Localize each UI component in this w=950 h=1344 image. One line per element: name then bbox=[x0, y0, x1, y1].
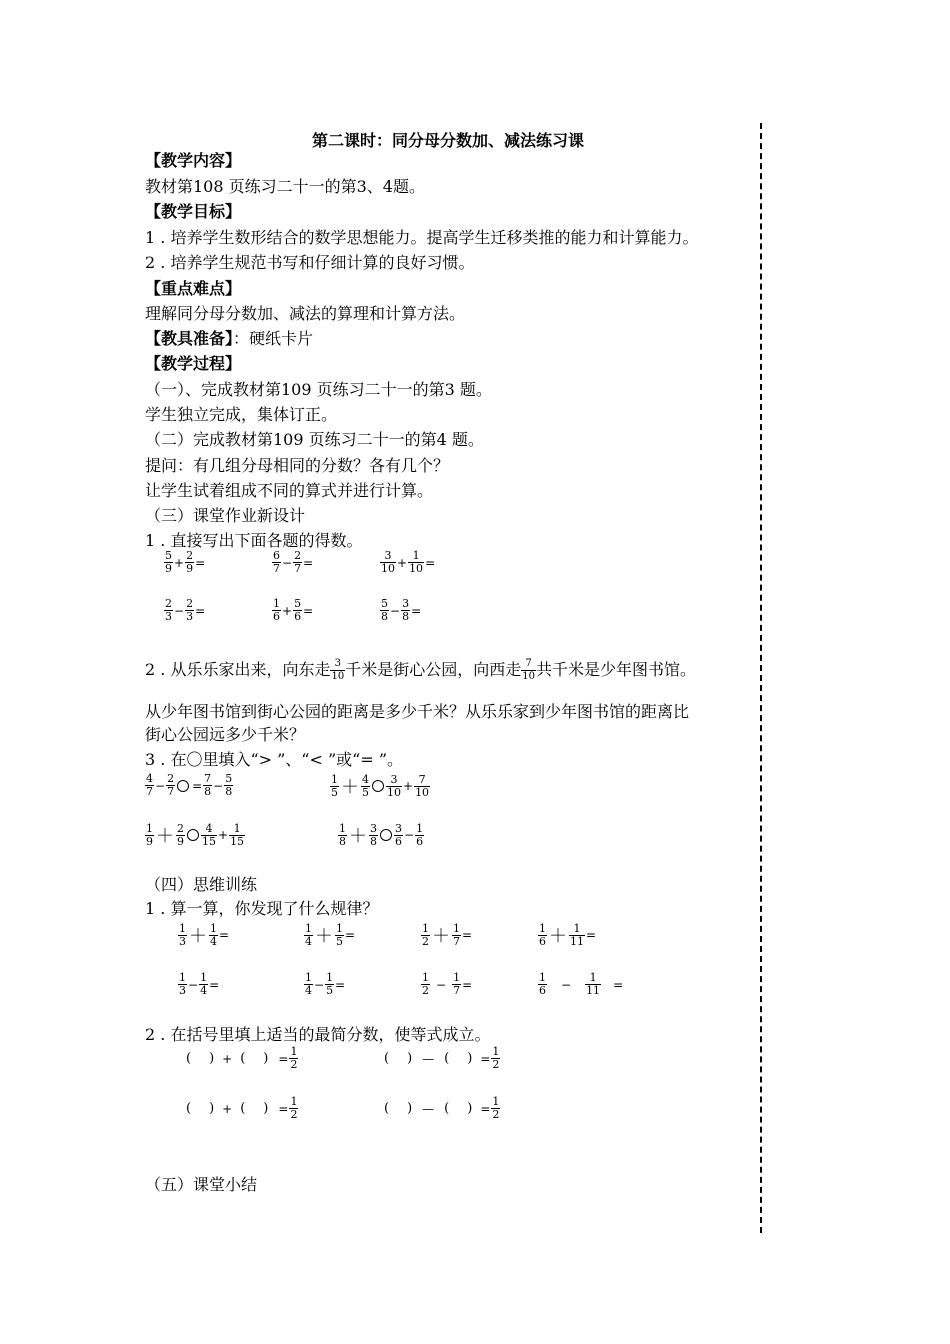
process-step-2: 学生独立完成，集体订正。 bbox=[145, 405, 338, 424]
fraction: $\frac{1}{6}$ bbox=[273, 597, 280, 623]
t1-expr bbox=[178, 922, 230, 948]
q1-expr bbox=[272, 598, 314, 623]
t1-expr bbox=[421, 972, 473, 997]
q3-compare bbox=[338, 822, 424, 848]
fraction: $\frac{2}{3}$ bbox=[186, 597, 194, 623]
process-step-3: （二）完成教材第109 页练习二十一的第4 题。 bbox=[145, 430, 484, 449]
operator: − bbox=[213, 778, 224, 793]
answer-parenthesis: ( bbox=[186, 1051, 192, 1066]
fraction: $\frac{6}{7}$ bbox=[273, 549, 280, 575]
circle-icon[interactable] bbox=[177, 780, 189, 792]
answer-parenthesis: ) bbox=[467, 1101, 473, 1116]
fraction: $\frac{1}{4}$ bbox=[200, 971, 208, 997]
fraction: $\frac{1}{7}$ bbox=[453, 971, 461, 997]
operator: + bbox=[174, 555, 185, 570]
fraction: $\frac{7}{10}$ bbox=[522, 658, 535, 682]
operator: − bbox=[155, 778, 166, 793]
fraction: $\frac{1}{3}$ bbox=[179, 921, 186, 948]
answer-parenthesis: ) bbox=[263, 1101, 269, 1116]
fraction: $\frac{1}{6}$ bbox=[539, 971, 546, 997]
answer-parenthesis: ) bbox=[209, 1051, 215, 1066]
fraction: $\frac{3}{10}$ bbox=[331, 658, 345, 682]
fraction: $\frac{1}{2}$ bbox=[492, 1045, 500, 1071]
operator: + bbox=[218, 828, 229, 842]
fraction: $\frac{3}{6}$ bbox=[395, 821, 402, 848]
operator: − bbox=[188, 977, 199, 992]
goal-2: 2 . 培养学生规范书写和仔细计算的良好习惯。 bbox=[145, 253, 475, 272]
answer-parenthesis: ) bbox=[209, 1101, 215, 1116]
question-2-line-2: 从少年图书馆到街心公园的距离是多少千米？从乐乐家到少年图书馆的距离比 bbox=[145, 702, 690, 721]
fraction: $\frac{1}{2}$ bbox=[422, 971, 429, 997]
answer-parenthesis: ( bbox=[384, 1051, 390, 1066]
answer-parenthesis: ( bbox=[444, 1101, 450, 1116]
q1-expr bbox=[164, 550, 206, 575]
fraction: $\frac{2}{3}$ bbox=[165, 597, 172, 623]
fraction: $\frac{1}{4}$ bbox=[210, 921, 217, 948]
operator: = bbox=[278, 1101, 289, 1116]
fraction: $\frac{4}{15}$ bbox=[202, 821, 216, 848]
process-step-5: 让学生试着组成不同的算式并进行计算。 bbox=[145, 481, 434, 500]
t2-expr bbox=[384, 1046, 500, 1071]
operator: = bbox=[462, 977, 473, 992]
fraction: $\frac{1}{5}$ bbox=[336, 921, 343, 948]
fraction: $\frac{1}{5}$ bbox=[331, 772, 338, 799]
operator: = bbox=[209, 977, 220, 992]
fraction: $\frac{1}{5}$ bbox=[326, 971, 334, 997]
operator: ＋ bbox=[315, 926, 333, 947]
fraction: $\frac{3}{10}$ bbox=[387, 772, 401, 799]
operator: = bbox=[278, 1051, 289, 1066]
fraction: $\frac{7}{10}$ bbox=[415, 772, 430, 799]
operator: − bbox=[174, 603, 185, 618]
key-heading: 【重点难点】 bbox=[145, 279, 242, 298]
t1-expr bbox=[178, 972, 220, 997]
operator: + bbox=[397, 555, 408, 570]
fraction: $\frac{1}{8}$ bbox=[339, 821, 346, 848]
answer-parenthesis: ) bbox=[407, 1101, 413, 1116]
operator: = bbox=[303, 555, 314, 570]
question-1: 1 . 直接写出下面各题的得数。 bbox=[145, 531, 363, 550]
fraction: $\frac{2}{7}$ bbox=[294, 549, 302, 575]
answer-parenthesis: ( bbox=[240, 1051, 246, 1066]
process-step-1: （一）、完成教材第109 页练习二十一的第3 题。 bbox=[145, 380, 492, 399]
answer-parenthesis: ( bbox=[186, 1101, 192, 1116]
operator: = bbox=[335, 977, 346, 992]
fraction: $\frac{5}{8}$ bbox=[225, 772, 233, 798]
fraction: $\frac{1}{2}$ bbox=[290, 1095, 298, 1121]
operator: = bbox=[192, 778, 203, 793]
operator: = bbox=[613, 977, 624, 992]
t1-expr bbox=[304, 972, 346, 997]
question-2-line-3: 街心公园远多少千米？ bbox=[145, 725, 306, 744]
operator: + bbox=[222, 1051, 233, 1066]
fraction: $\frac{2}{9}$ bbox=[186, 549, 194, 575]
page-title: 第二课时：同分母分数加、减法练习课 bbox=[312, 131, 585, 150]
circle-icon[interactable] bbox=[187, 829, 199, 841]
t2-expr bbox=[384, 1096, 500, 1121]
operator: − bbox=[561, 977, 572, 992]
process-heading: 【教学过程】 bbox=[145, 354, 242, 373]
answer-parenthesis: ) bbox=[407, 1051, 413, 1066]
operator: ＋ bbox=[549, 926, 567, 947]
operator: = bbox=[586, 928, 597, 942]
fraction: $\frac{2}{7}$ bbox=[167, 772, 175, 798]
fraction: $\frac{1}{4}$ bbox=[305, 971, 312, 997]
circle-icon[interactable] bbox=[372, 780, 384, 792]
fraction: $\frac{1}{2}$ bbox=[492, 1095, 500, 1121]
tools-heading: 【教具准备】 bbox=[145, 329, 234, 348]
fraction: $\frac{5}{9}$ bbox=[165, 549, 172, 575]
operator: = bbox=[411, 603, 422, 618]
q3-compare bbox=[145, 822, 245, 848]
operator: ＋ bbox=[341, 777, 359, 798]
q1-expr bbox=[380, 598, 422, 623]
q1-expr bbox=[272, 550, 314, 575]
operator: — bbox=[422, 1051, 435, 1066]
operator: ＋ bbox=[349, 826, 367, 847]
operator: − bbox=[404, 828, 415, 842]
thinking-q1: 1 . 算一算，你发现了什么规律？ bbox=[145, 899, 379, 918]
key-text: 理解同分母分数加、减法的算理和计算方法。 bbox=[145, 304, 466, 323]
fraction: $\frac{5}{8}$ bbox=[381, 597, 388, 623]
fraction: $\frac{1}{11}$ bbox=[570, 921, 584, 948]
operator: = bbox=[195, 555, 206, 570]
fraction: $\frac{4}{5}$ bbox=[362, 772, 369, 799]
circle-icon[interactable] bbox=[380, 829, 392, 841]
fraction: $\frac{1}{2}$ bbox=[422, 921, 429, 948]
operator: = bbox=[303, 603, 314, 618]
t1-expr bbox=[421, 922, 473, 948]
question-3: 3 . 在〇里填入“> ”、“< ”或“= ”。 bbox=[145, 750, 403, 769]
fraction: $\frac{1}{4}$ bbox=[305, 921, 312, 948]
process-step-4: 提问：有几组分母相同的分数？各有几个？ bbox=[145, 456, 450, 475]
fraction: $\frac{7}{8}$ bbox=[204, 772, 212, 798]
operator: − bbox=[390, 603, 401, 618]
fraction: $\frac{5}{6}$ bbox=[294, 597, 302, 623]
operator: = bbox=[480, 1051, 491, 1066]
operator: = bbox=[480, 1101, 491, 1116]
fraction: $\frac{4}{7}$ bbox=[146, 772, 153, 798]
t1-expr bbox=[304, 922, 356, 948]
operator: − bbox=[314, 977, 325, 992]
operator: ＋ bbox=[189, 926, 207, 947]
fraction: $\frac{1}{7}$ bbox=[453, 921, 460, 948]
operator: ＋ bbox=[156, 826, 174, 847]
t2-expr bbox=[186, 1046, 298, 1071]
tools-text: ：硬纸卡片 bbox=[233, 329, 314, 348]
fraction: $\frac{2}{9}$ bbox=[177, 821, 184, 848]
answer-parenthesis: ) bbox=[467, 1051, 473, 1066]
operator: + bbox=[282, 603, 293, 618]
fraction: $\frac{3}{8}$ bbox=[402, 597, 410, 623]
t1-expr bbox=[538, 922, 597, 948]
margin-dashed-line bbox=[760, 123, 762, 1233]
operator: ＋ bbox=[432, 926, 450, 947]
answer-parenthesis: ( bbox=[444, 1051, 450, 1066]
operator: + bbox=[222, 1101, 233, 1116]
q1-expr bbox=[380, 550, 436, 575]
goals-heading: 【教学目标】 bbox=[145, 202, 242, 221]
answer-parenthesis: ( bbox=[240, 1101, 246, 1116]
fraction: $\frac{1}{11}$ bbox=[586, 971, 601, 997]
summary-heading: （五）课堂小结 bbox=[145, 1175, 258, 1194]
operator: = bbox=[462, 928, 473, 942]
goal-1: 1 . 培养学生数形结合的数学思想能力。提高学生迁移类推的能力和计算能力。 bbox=[145, 228, 699, 247]
content-text: 教材第108 页练习二十一的第3、4题。 bbox=[145, 177, 425, 196]
q3-compare bbox=[145, 773, 233, 798]
q1-expr bbox=[164, 598, 206, 623]
fraction: $\frac{1}{15}$ bbox=[230, 821, 245, 848]
thinking-q2: 2 . 在括号里填上适当的最简分数，使等式成立。 bbox=[145, 1025, 491, 1044]
answer-parenthesis: ( bbox=[384, 1101, 390, 1116]
fraction: $\frac{1}{9}$ bbox=[146, 821, 153, 848]
operator: = bbox=[345, 928, 356, 942]
q3-compare bbox=[330, 773, 430, 799]
t1-expr bbox=[538, 972, 624, 997]
fraction: $\frac{1}{6}$ bbox=[416, 821, 424, 848]
operator: − bbox=[436, 977, 447, 992]
fraction: $\frac{3}{10}$ bbox=[381, 549, 395, 575]
fraction: $\frac{1}{3}$ bbox=[179, 971, 186, 997]
operator: = bbox=[425, 555, 436, 570]
answer-parenthesis: ) bbox=[263, 1051, 269, 1066]
question-2: 2 . 从乐乐家出来，向东走 $\frac{3}{10}$ 千米是街心公园，向西走 $\frac{7}{10}$ 共千米是少年图书馆。 bbox=[145, 658, 696, 682]
t2-expr bbox=[186, 1096, 298, 1121]
operator: − bbox=[282, 555, 293, 570]
fraction: $\frac{1}{10}$ bbox=[409, 549, 424, 575]
content-heading: 【教学内容】 bbox=[145, 151, 242, 170]
operator: = bbox=[219, 928, 230, 942]
operator: — bbox=[422, 1101, 435, 1116]
fraction: $\frac{1}{2}$ bbox=[290, 1045, 298, 1071]
operator: + bbox=[403, 779, 414, 793]
thinking-heading: （四）思维训练 bbox=[145, 875, 258, 894]
fraction: $\frac{1}{6}$ bbox=[539, 921, 546, 948]
fraction: $\frac{3}{8}$ bbox=[370, 821, 377, 848]
tools-line bbox=[145, 328, 313, 350]
operator: = bbox=[195, 603, 206, 618]
process-step-6: （三）课堂作业新设计 bbox=[145, 506, 306, 525]
